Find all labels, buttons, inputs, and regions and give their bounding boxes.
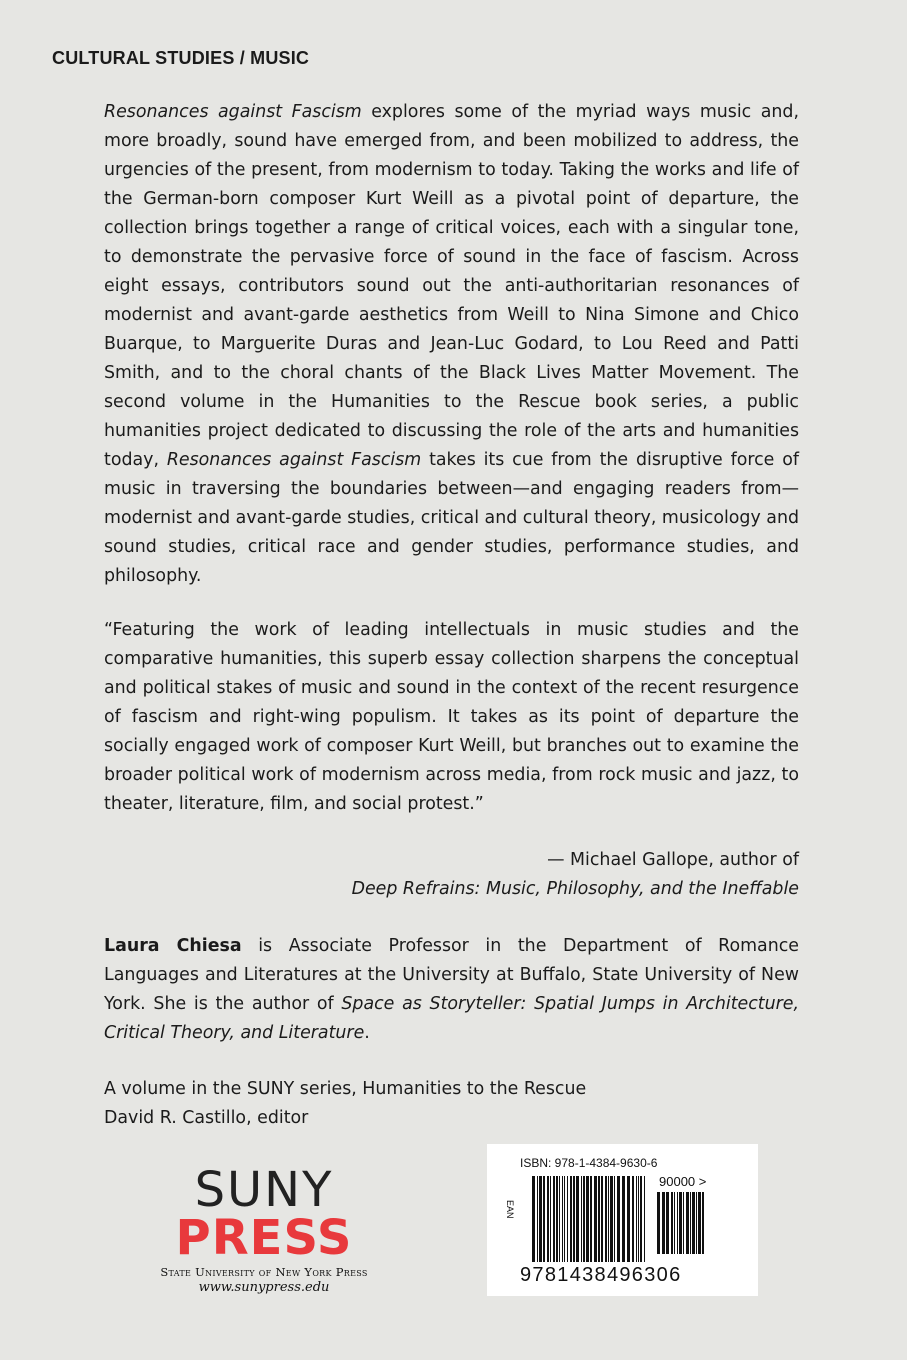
book-description — [104, 98, 799, 591]
bio-text: is Associate Professor in the Department of Romance Languages and Literatures at the University at Buffalo, State University of New York. She is the author of — [104, 936, 799, 1014]
publisher-url: www.sunypress.edu — [198, 1280, 330, 1295]
barcode-bar — [679, 1192, 682, 1254]
barcode-bar — [586, 1176, 589, 1262]
author-name: Laura Chiesa — [104, 936, 242, 956]
publisher-name: State University of New York Press — [160, 1265, 368, 1279]
addon-number — [659, 1174, 706, 1189]
barcode-bar — [640, 1176, 642, 1262]
barcode-bar — [550, 1176, 551, 1262]
barcode-bar — [674, 1192, 675, 1254]
barcode-bar — [677, 1192, 678, 1254]
book-title: Resonances against Fascism — [104, 102, 362, 122]
barcode-bar — [696, 1192, 697, 1254]
quote-attribution — [104, 846, 799, 904]
barcode-bar — [605, 1176, 607, 1262]
barcode-bar — [698, 1192, 701, 1254]
bio-end: . — [364, 1023, 370, 1043]
barcode-bar — [644, 1176, 645, 1262]
barcode-bar — [594, 1176, 597, 1262]
barcode-bar — [671, 1192, 673, 1254]
barcode-bar — [683, 1192, 684, 1254]
barcode-number: 9781438496306 — [520, 1264, 682, 1286]
ean-label: EAN — [505, 1200, 515, 1219]
barcode-box — [487, 1144, 758, 1296]
barcode-bar — [632, 1176, 634, 1262]
barcode-bar — [598, 1176, 600, 1262]
description-part-1: explores some of the myriad ways music and, more broadly, sound have emerged from, and been mobilized to address, the urgencies of the present, from modernism to today. Taking the works and life of the German-born composer Kurt Weill as a pivotal point of departure, the collection brings together a range of critical voices, each with a singular tone, to demonstrate the pervasive force of sound in the face of fascism. Across eight essays, contributors sound out the anti-authoritarian resonances of modernist and avant-garde aesthetics from Weill to Nina Simone and Chico Buarque, to Marguerite Duras and Jean-Luc Godard, to Lou Reed and Patti Smith, and to the choral chants of the Black Lives Matter Movement. The second volume in the Humanities to the Rescue book series, a public humanities project dedicated to discussing the role of the arts and humanities today, — [104, 102, 799, 470]
attribution-author: — Michael Gallope, author of — [547, 850, 799, 870]
isbn-label: ISBN: 978-1-4384-9630-6 — [520, 1156, 658, 1170]
series-info — [104, 1075, 799, 1133]
barcode-bar — [547, 1176, 549, 1262]
addon-digits: 90000 — [659, 1174, 696, 1189]
barcode-bar — [686, 1192, 689, 1254]
author-book-title: Space as Storyteller: Spatial Jumps in Architecture, Critical Theory, and Literature — [104, 994, 799, 1043]
barcode-bar — [627, 1176, 630, 1262]
barcode-bar — [692, 1192, 695, 1254]
barcode-bar — [657, 1192, 660, 1254]
barcode-bar — [608, 1176, 609, 1262]
barcode-bar — [576, 1176, 579, 1262]
barcode-bars — [532, 1176, 648, 1262]
barcode-bar — [567, 1176, 568, 1262]
endorsement-quote — [104, 616, 799, 819]
addon-arrow: > — [698, 1174, 707, 1189]
author-bio — [104, 932, 799, 1048]
logo-suny: SUNY — [194, 1162, 334, 1218]
barcode-bar — [562, 1176, 563, 1262]
series-editor: David R. Castillo, editor — [104, 1108, 309, 1128]
addon-barcode-bars — [657, 1192, 705, 1254]
barcode-bar — [564, 1176, 565, 1262]
barcode-bar — [573, 1176, 575, 1262]
barcode-bar — [583, 1176, 585, 1262]
barcode-bar — [666, 1192, 669, 1254]
quote-text: “Featuring the work of leading intellectuals in music studies and the comparative humanities, this superb essay collection sharpens the conceptual and political stakes of music and sound in the context of the recent resurgence of fascism and right-wing populism. It takes as its point of departure the socially engaged work of composer Kurt Weill, but branches out to examine the broader political work of modernism across media, from rock music and jazz, to theater, literature, film, and social protest.” — [104, 620, 799, 814]
category-label: CULTURAL STUDIES / MUSIC — [52, 48, 310, 68]
logo-press: PRESS — [175, 1210, 353, 1266]
barcode-bar — [610, 1176, 613, 1262]
barcode-bar — [638, 1176, 639, 1262]
barcode-bar — [570, 1176, 572, 1262]
barcode-bar — [556, 1176, 558, 1262]
book-title-repeat: Resonances against Fascism — [166, 450, 422, 470]
barcode-bar — [553, 1176, 555, 1262]
barcode-bar — [617, 1176, 620, 1262]
barcode-bar — [636, 1176, 637, 1262]
barcode-bar — [614, 1176, 615, 1262]
barcode-bar — [590, 1176, 592, 1262]
barcode-bar — [559, 1176, 560, 1262]
attribution-book: Deep Refrains: Music, Philosophy, and the Ineffable — [351, 879, 799, 899]
barcode-bar — [543, 1176, 545, 1262]
description-part-2: takes its cue from the disruptive force of music in traversing the boundaries between—and engaging readers from—modernist and avant-garde studies, critical and cultural theory, musicology and sound studies, critical race and gender studies, performance studies, and philosophy. — [104, 450, 800, 586]
barcode-bar — [532, 1176, 535, 1262]
barcode-bar — [690, 1192, 691, 1254]
barcode-bar — [662, 1192, 665, 1254]
barcode-bar — [581, 1176, 582, 1262]
barcode-bar — [622, 1176, 625, 1262]
barcode-bar — [539, 1176, 542, 1262]
barcode-bar — [537, 1176, 538, 1262]
barcode-bar — [601, 1176, 603, 1262]
publisher-logo — [146, 1162, 382, 1295]
series-line: A volume in the SUNY series, Humanities to the Rescue — [104, 1079, 587, 1099]
barcode-bar — [702, 1192, 704, 1254]
